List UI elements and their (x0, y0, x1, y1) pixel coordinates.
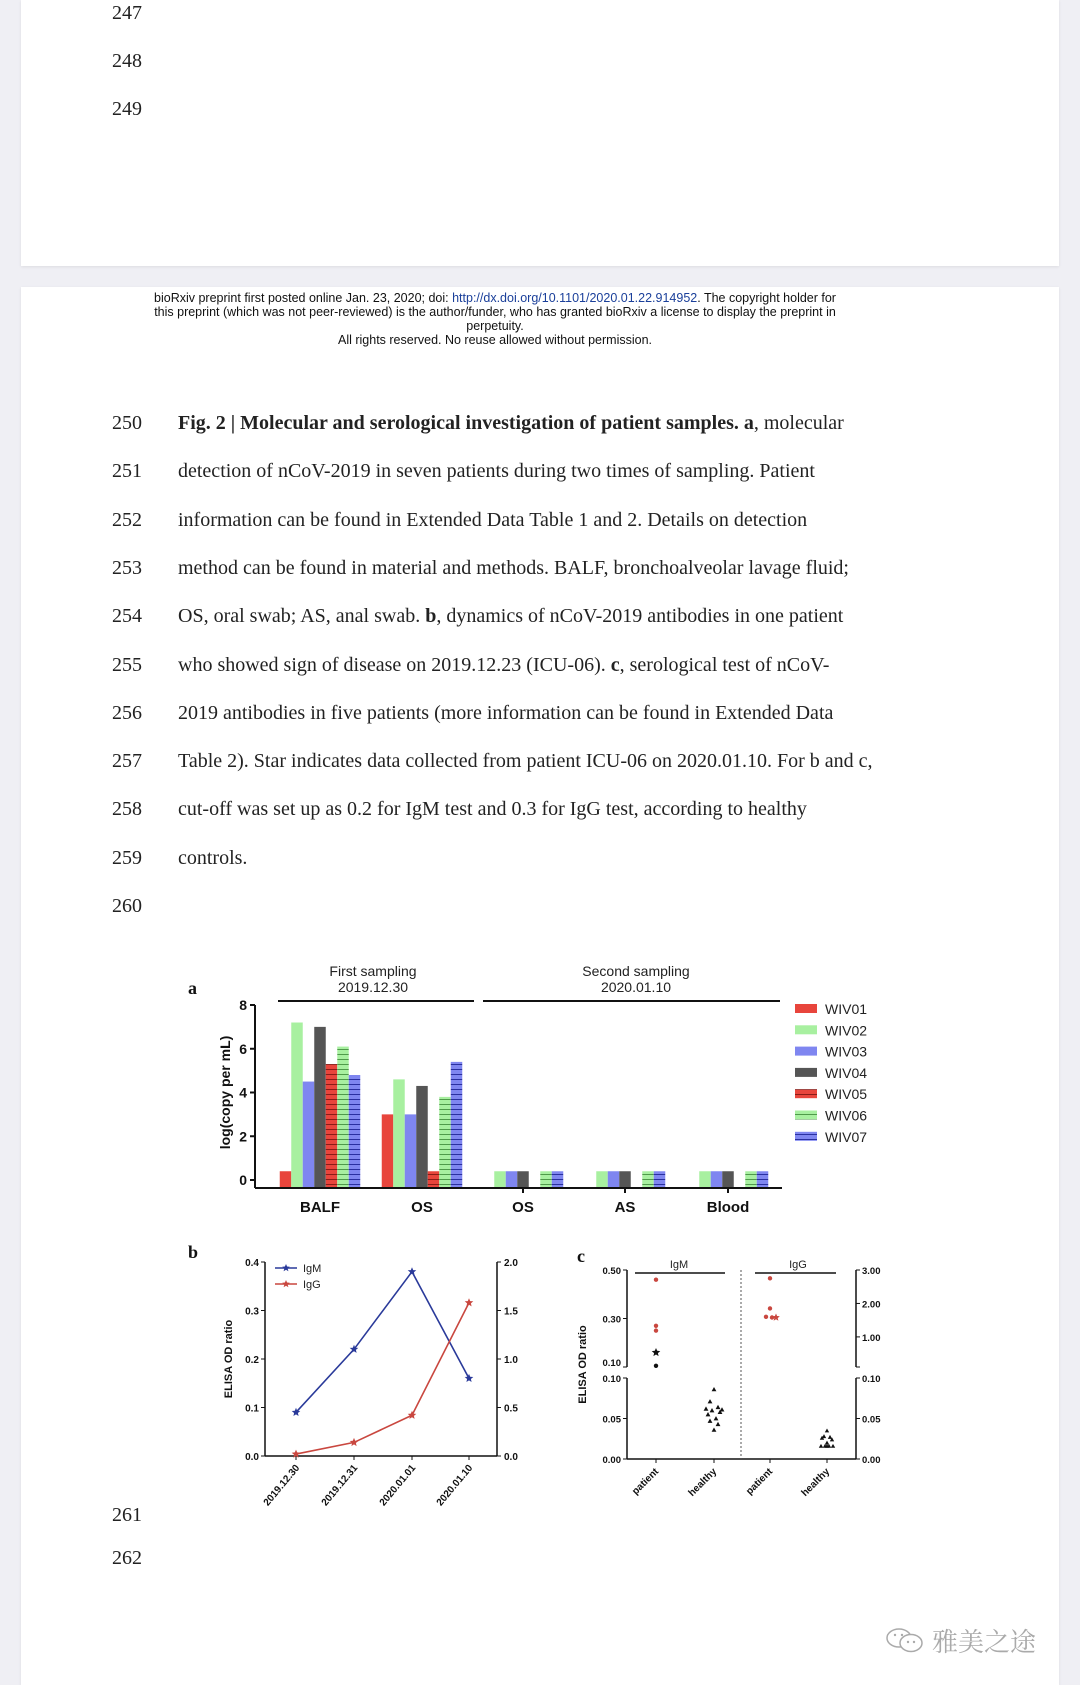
dot-marker (768, 1276, 772, 1280)
bar (349, 1075, 361, 1187)
legend-swatch (795, 1004, 817, 1013)
bar (642, 1171, 654, 1187)
watermark (884, 1622, 1036, 1659)
legend-swatch (795, 1089, 817, 1098)
dot-marker (654, 1278, 658, 1282)
svg-text:0.00: 0.00 (862, 1455, 881, 1466)
bar (552, 1171, 564, 1187)
bar (494, 1171, 506, 1187)
y-axis-label: ELISA OD ratio (223, 1319, 235, 1399)
star-marker (282, 1264, 290, 1271)
bar (451, 1062, 463, 1187)
bar (608, 1171, 620, 1187)
bar (439, 1097, 451, 1187)
chart-a-viral-load (210, 960, 890, 1215)
bar (654, 1171, 666, 1187)
header-text: All rights reserved. No reuse allowed without permission. (337, 333, 653, 347)
svg-text:0.2: 0.2 (245, 1355, 259, 1366)
bar (506, 1171, 518, 1187)
svg-text:0.10: 0.10 (602, 1358, 621, 1369)
line-number: 252 (112, 508, 142, 531)
star-marker (772, 1314, 780, 1321)
bar (303, 1082, 315, 1187)
star-marker (350, 1438, 359, 1446)
bar (699, 1171, 711, 1187)
svg-text:0.00: 0.00 (602, 1455, 621, 1466)
group-header-date: 2020.01.10 (600, 979, 672, 995)
caption-line: who showed sign of disease on 2019.12.23 (ICU-06). c, serological test of nCoV- (178, 653, 830, 676)
panel-c-label: c (577, 1246, 585, 1266)
bar (540, 1171, 552, 1187)
legend-swatch (795, 1047, 817, 1056)
series-line (296, 1272, 469, 1413)
bar (382, 1114, 394, 1187)
x-tick-label: 2019.12.30 (261, 1462, 303, 1509)
star-marker (408, 1267, 417, 1275)
x-tick-label: OS (411, 1199, 433, 1215)
bar (517, 1171, 529, 1187)
wechat-icon (884, 1626, 928, 1656)
caption-line: information can be found in Extended Data Table 1 and 2. Details on detection (178, 508, 808, 531)
line-number: 249 (112, 98, 142, 120)
dot-marker (770, 1315, 774, 1319)
x-tick-label: healthy (799, 1466, 833, 1499)
x-tick-label: 2020.01.01 (377, 1462, 419, 1509)
legend-label: WIV05 (825, 1086, 868, 1103)
bar (337, 1047, 349, 1187)
group-header: IgM (669, 1259, 689, 1271)
legend-swatch (795, 1068, 817, 1077)
svg-text:0.5: 0.5 (504, 1403, 518, 1415)
caption-line: method can be found in material and methods. BALF, bronchoalveolar lavage fluid; (178, 556, 849, 579)
line-number: 255 (112, 653, 142, 676)
bar (428, 1171, 440, 1187)
doi-link[interactable]: http://dx.doi.org/10.1101/2020.01.22.914952 (452, 291, 698, 305)
line-number: 260 (112, 895, 142, 917)
svg-text:0.10: 0.10 (602, 1374, 621, 1385)
bar (722, 1171, 734, 1187)
caption-line: detection of nCoV-2019 in seven patients during two times of sampling. Patient (178, 460, 815, 483)
panel-a-label: a (188, 978, 197, 998)
header-text: perpetuity. (466, 319, 524, 333)
chart-b-antibody-dynamics (215, 1240, 555, 1520)
line-number: 261 (112, 1504, 142, 1526)
legend-swatch (795, 1111, 817, 1120)
bar (596, 1171, 608, 1187)
y-axis-label: log(copy per mL) (217, 1035, 233, 1150)
triangle-marker (712, 1387, 717, 1391)
svg-text:0.0: 0.0 (504, 1452, 518, 1463)
bar (291, 1023, 303, 1188)
header-text: bioRxiv preprint first posted online Jan. 23, 2020; doi: (154, 291, 453, 305)
preprint-header (100, 291, 890, 347)
star-marker (465, 1298, 474, 1306)
panel-b-label: b (188, 1242, 199, 1262)
x-tick-label: healthy (686, 1466, 720, 1499)
svg-text:0.50: 0.50 (602, 1266, 621, 1277)
legend-label: WIV06 (825, 1107, 868, 1124)
svg-text:0.05: 0.05 (862, 1414, 881, 1426)
line-number: 258 (112, 798, 142, 821)
bar (416, 1086, 428, 1187)
page-1 (21, 0, 1059, 266)
svg-text:0.4: 0.4 (245, 1258, 259, 1269)
legend-label: WIV03 (825, 1043, 868, 1060)
x-tick-label: AS (614, 1199, 636, 1215)
triangle-marker (831, 1444, 835, 1448)
triangle-marker (819, 1444, 823, 1448)
triangle-marker (708, 1419, 713, 1423)
x-tick-label: 2019.12.31 (319, 1462, 361, 1509)
svg-text:0.10: 0.10 (862, 1374, 881, 1385)
star-marker (408, 1411, 417, 1419)
star-marker (465, 1374, 474, 1382)
svg-text:2.00: 2.00 (862, 1299, 881, 1311)
caption-line: OS, oral swab; AS, anal swab. b, dynamics of nCoV-2019 antibodies in one patient (178, 605, 844, 628)
line-number: 250 (112, 412, 142, 434)
legend-swatch (795, 1025, 817, 1034)
star-marker (652, 1348, 661, 1356)
bar (619, 1171, 631, 1187)
legend-label: WIV04 (825, 1064, 868, 1081)
legend-swatch (795, 1132, 817, 1141)
svg-text:0: 0 (239, 1172, 247, 1188)
svg-text:0.05: 0.05 (602, 1414, 621, 1426)
svg-text:1.5: 1.5 (504, 1306, 518, 1318)
svg-text:1.0: 1.0 (504, 1355, 518, 1366)
line-number: 253 (112, 556, 142, 579)
svg-text:0.1: 0.1 (245, 1403, 259, 1415)
triangle-marker (716, 1405, 721, 1409)
y-axis-label: ELISA OD ratio (577, 1325, 589, 1404)
x-tick-label: patient (630, 1466, 662, 1498)
dot-marker (768, 1306, 772, 1310)
bar (757, 1171, 769, 1187)
caption-line: 2019 antibodies in five patients (more information can be found in Extended Data (178, 701, 834, 724)
svg-text:0.0: 0.0 (245, 1452, 259, 1463)
header-text: . The copyright holder for (697, 291, 836, 305)
caption-line: controls. (178, 846, 248, 869)
x-tick-label: OS (512, 1199, 534, 1215)
chart-c-serological-test (570, 1240, 900, 1520)
bar (711, 1171, 723, 1187)
series-line (296, 1303, 469, 1454)
line-number: 262 (112, 1547, 142, 1569)
triangle-marker (704, 1406, 709, 1410)
legend-label: IgG (303, 1279, 321, 1291)
line-number: 247 (112, 2, 142, 24)
bar (405, 1114, 417, 1187)
legend-label: WIV07 (825, 1128, 868, 1145)
x-tick-label: patient (744, 1466, 776, 1498)
group-header: Second sampling (582, 963, 690, 979)
triangle-marker (825, 1428, 829, 1432)
legend-label: WIV02 (825, 1022, 868, 1039)
triangle-marker (708, 1399, 713, 1403)
svg-text:4: 4 (239, 1084, 247, 1101)
caption-line: Fig. 2 | Molecular and serological investigation of patient samples. a, molecular (178, 412, 844, 434)
svg-text:1.00: 1.00 (862, 1332, 881, 1344)
line-number: 251 (112, 460, 142, 483)
svg-text:3.00: 3.00 (862, 1266, 881, 1277)
dot-marker (654, 1324, 658, 1328)
bar (393, 1079, 405, 1187)
svg-text:2.0: 2.0 (504, 1258, 518, 1269)
caption-line: Table 2). Star indicates data collected from patient ICU-06 on 2020.01.10. For b and c, (178, 750, 873, 773)
triangle-marker (706, 1412, 711, 1416)
dot-marker (654, 1364, 658, 1368)
group-header: First sampling (329, 963, 417, 979)
watermark-text: 雅美之途 (932, 1628, 1037, 1658)
dot-marker (654, 1328, 658, 1332)
legend-label: IgM (303, 1263, 322, 1275)
header-text: this preprint (which was not peer-reviewed) is the author/funder, who has granted bioRxiv a license to display the preprint in (154, 305, 836, 319)
svg-text:0.30: 0.30 (602, 1314, 621, 1326)
legend-label: WIV01 (825, 1001, 868, 1017)
svg-text:8: 8 (239, 997, 247, 1013)
svg-text:6: 6 (239, 1040, 247, 1057)
line-number: 248 (112, 50, 142, 72)
bar (314, 1027, 326, 1187)
svg-text:2: 2 (239, 1128, 247, 1145)
star-marker (282, 1280, 290, 1287)
line-number: 259 (112, 846, 142, 869)
line-number: 257 (112, 750, 142, 773)
caption-line: cut-off was set up as 0.2 for IgM test and 0.3 for IgG test, according to healthy (178, 798, 807, 821)
triangle-marker (710, 1408, 715, 1412)
x-tick-label: 2020.01.10 (434, 1462, 476, 1509)
line-number: 254 (112, 605, 142, 628)
group-header-date: 2019.12.30 (337, 979, 409, 995)
triangle-marker (714, 1416, 719, 1420)
triangle-marker (712, 1427, 717, 1431)
dot-marker (764, 1315, 768, 1319)
svg-text:0.3: 0.3 (245, 1306, 259, 1318)
bar (280, 1171, 292, 1187)
x-tick-label: Blood (706, 1199, 750, 1215)
bar (745, 1171, 757, 1187)
bar (326, 1064, 338, 1187)
x-tick-label: BALF (300, 1199, 340, 1215)
group-header: IgG (789, 1259, 807, 1271)
line-number: 256 (112, 701, 142, 724)
triangle-marker (716, 1422, 721, 1426)
